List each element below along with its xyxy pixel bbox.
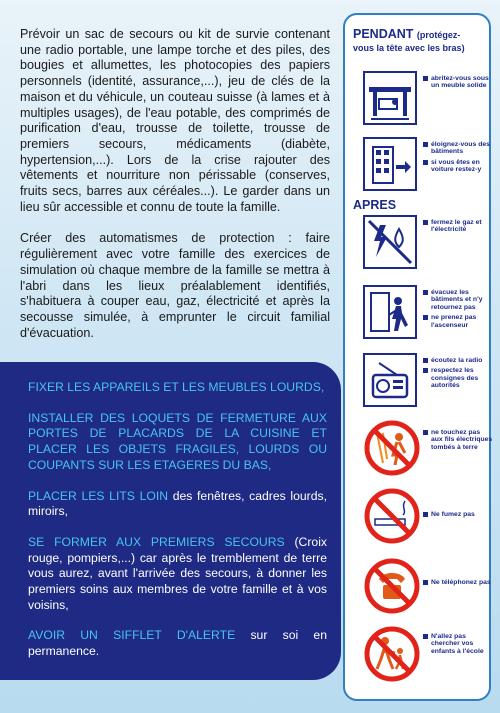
instruction-row	[363, 557, 491, 619]
caption: évacuez les bâtiments et n'y retournez pas	[431, 289, 483, 311]
caption: N'allez pas chercher vos enfants à l'école	[431, 633, 484, 655]
intro-paragraph-drills: Créer des automatismes de protection : faire régulièrement avec votre famille des exercices de simulation où chaque membre de la famille se mettra à l'abri dans les lieux préalablement identifiés, s'habituera à couper eau, gaz, électricité et après la secousse simulée, à emprunter le circuit familial d'évacuation.	[20, 231, 330, 340]
exit-building-icon	[363, 285, 417, 339]
caption: si vous êtes en voiture restez-y	[431, 158, 482, 174]
instruction-row	[363, 353, 491, 413]
building-evacuate-icon	[363, 137, 417, 191]
no-school-pickup-icon	[363, 625, 421, 683]
no-smoking-icon	[363, 487, 421, 545]
instruction-row	[363, 487, 491, 549]
intro-text	[20, 27, 330, 357]
caption: Ne fumez pas	[431, 511, 475, 518]
tip-item: AVOIR UN SIFFLET D'ALERTE sur soi en permanence.	[28, 628, 327, 659]
tip-item: PLACER LES LITS LOIN des fenêtres, cadres lourds, miroirs,	[28, 488, 327, 519]
caption: éloignez-vous des bâtiments	[431, 141, 490, 156]
no-phone-icon	[363, 557, 421, 615]
tip-item: FIXER LES APPAREILS ET LES MEUBLES LOURDS,	[28, 380, 325, 394]
caption: Ne téléphonez pas	[431, 579, 491, 586]
instruction-row	[363, 625, 491, 689]
no-touch-wires-icon	[363, 419, 421, 477]
apres-heading: APRES	[353, 198, 397, 212]
caption: ne touchez pas aux fils électriques tombés à terre	[431, 429, 493, 451]
caption: fermez le gaz et l'électricité	[431, 219, 482, 234]
instructions-panel	[343, 13, 491, 701]
instruction-row	[363, 285, 491, 349]
instruction-row	[363, 419, 491, 481]
tip-item: INSTALLER DES LOQUETS DE FERMETURE AUX PORTES DE PLACARDS DE LA CUISINE ET PLACER LES OBJETS FRAGILES, LOURDS OU COUPANTS SUR LES ETAGERES DU BAS,	[28, 410, 327, 472]
tip-item: SE FORMER AUX PREMIERS SECOURS (Croix rouge, pompiers,...) car après le tremblement de terre vous aurez, avant l'arrivée des secours, à donner les premiers soins aux membres de votre famille et à vos voisins,	[28, 534, 327, 612]
tips-box	[0, 362, 341, 680]
intro-paragraph-kit: Prévoir un sac de secours ou kit de survie contenant une radio portable, une lampe torche et des piles, des bougies et allumettes, les photocopies des papiers personnels (identité, assurance,...), jeu de clés de la maison et du véhicule, un couteau suisse (à lames et à multiples usages), de l'eau potable, des comprimés de purification d'eau, trousse de toilette, trousse de premiers secours, médicaments (diabète, hypertension,...). Lors de la crise rajouter des vêtements et nourriture non périssable (conserves, fruits secs, barres aux céréales...). Le garder dans un lieu sûr accessible et connu de toute la famille.	[20, 27, 330, 214]
instruction-row	[363, 71, 491, 131]
instruction-row	[363, 215, 491, 275]
caption: écoutez la radio	[431, 357, 483, 364]
instruction-row	[363, 137, 491, 197]
caption: abritez-vous sous un meuble solide	[431, 75, 489, 90]
pendant-heading: PENDANT (protégez-	[353, 27, 461, 41]
table-shelter-icon	[363, 71, 417, 125]
caption: respectez les consignes des autorités	[431, 367, 479, 390]
caption: ne prenez pas l'ascenseur	[431, 314, 477, 329]
pendant-subheading: vous la tête avec les bras)	[353, 43, 465, 53]
radio-icon	[363, 353, 417, 407]
gas-electric-off-icon	[363, 215, 417, 269]
